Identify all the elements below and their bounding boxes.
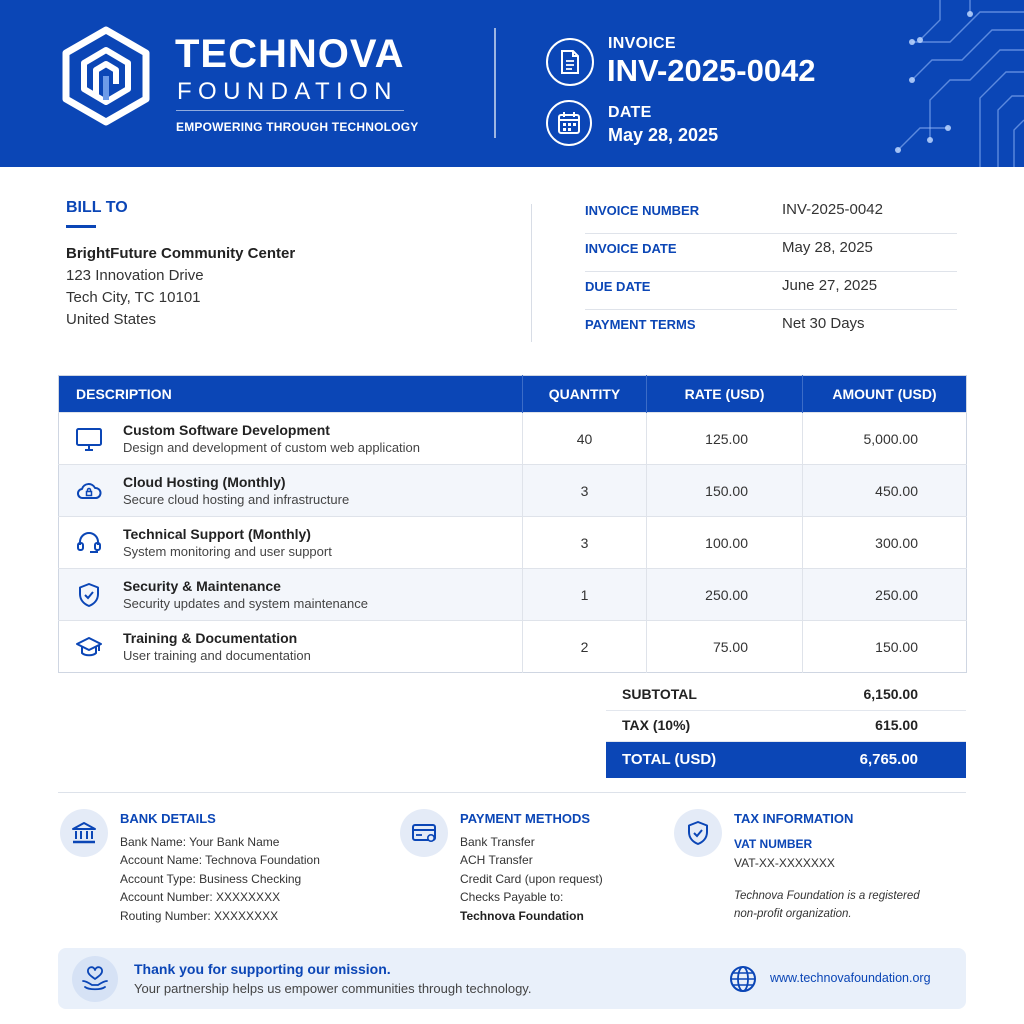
item-description: Design and development of custom web application — [123, 439, 421, 455]
subtotal-row — [606, 680, 966, 711]
bank-detail-line: Account Number: XXXXXXXX — [120, 890, 281, 904]
meta-value: May 28, 2025 — [782, 239, 873, 256]
item-title: Technical Support (Monthly) — [123, 525, 311, 542]
thank-you-subtitle: Your partnership helps us empower communities through technology. — [134, 981, 532, 996]
client-address-line: 123 Innovation Drive — [66, 267, 204, 284]
rate-cell: 100.00 — [647, 517, 803, 569]
item-title: Training & Documentation — [123, 629, 298, 646]
subtotal-label: SUBTOTAL — [622, 686, 697, 702]
item-title: Cloud Hosting (Monthly) — [123, 473, 286, 490]
thank-you-title: Thank you for supporting our mission. — [134, 961, 391, 977]
description-cell — [59, 413, 523, 465]
table-row — [59, 621, 967, 673]
item-description: Secure cloud hosting and infrastructure — [123, 491, 350, 507]
quantity-cell: 2 — [523, 621, 647, 673]
amount-cell: 5,000.00 — [803, 413, 967, 465]
payment-method-line: Bank Transfer — [460, 835, 535, 849]
item-title: Security & Maintenance — [123, 577, 281, 594]
nonprofit-note: non-profit organization. — [734, 908, 852, 920]
client-address-line: United States — [66, 311, 157, 328]
table-row — [59, 517, 967, 569]
quantity-cell: 40 — [523, 413, 647, 465]
payee-name: Technova Foundation — [460, 909, 584, 923]
meta-value: June 27, 2025 — [782, 277, 878, 294]
meta-label: INVOICE NUMBER — [585, 203, 700, 218]
invoice-number-header: INV-2025-0042 — [607, 53, 816, 88]
website-link[interactable]: www.technovafoundation.org — [770, 971, 931, 985]
line-items-table — [58, 375, 967, 673]
rate-cell: 75.00 — [647, 621, 803, 673]
section-divider — [531, 204, 532, 342]
item-description: System monitoring and user support — [123, 543, 332, 559]
meta-label: DUE DATE — [585, 279, 651, 294]
heart-hands-icon — [72, 956, 118, 1002]
meta-row-payment-terms — [585, 310, 957, 348]
graduation-cap-icon — [75, 634, 103, 660]
credit-card-icon — [400, 809, 448, 857]
item-description: User training and documentation — [123, 647, 311, 663]
meta-value: Net 30 Days — [782, 315, 865, 332]
date-value-header: May 28, 2025 — [608, 125, 719, 145]
meta-label: INVOICE DATE — [585, 241, 677, 256]
bank-detail-line: Account Type: Business Checking — [120, 872, 302, 886]
amount-cell: 450.00 — [803, 465, 967, 517]
rate-cell: 125.00 — [647, 413, 803, 465]
subtotal-value: 6,150.00 — [863, 686, 918, 702]
meta-value: INV-2025-0042 — [782, 201, 883, 218]
date-label: DATE — [608, 104, 652, 121]
shield-check-icon — [75, 582, 103, 608]
tax-value: 615.00 — [875, 717, 918, 733]
meta-label: PAYMENT TERMS — [585, 317, 696, 332]
payment-method-line: ACH Transfer — [460, 853, 533, 867]
bank-detail-line: Routing Number: XXXXXXXX — [120, 909, 279, 923]
amount-cell: 300.00 — [803, 517, 967, 569]
item-description: Security updates and system maintenance — [123, 595, 368, 611]
meta-row-due-date — [585, 272, 957, 310]
description-cell — [59, 569, 523, 621]
quantity-cell: 3 — [523, 517, 647, 569]
meta-row-invoice-number — [585, 196, 957, 234]
tax-info-title: TAX INFORMATION — [734, 811, 854, 826]
bank-icon — [60, 809, 108, 857]
nonprofit-note: Technova Foundation is a registered — [734, 890, 920, 902]
description-cell — [59, 621, 523, 673]
amount-cell: 250.00 — [803, 569, 967, 621]
table-header-row — [59, 376, 967, 413]
monitor-icon — [75, 426, 103, 452]
thank-you-banner — [58, 948, 966, 1009]
brand-subtitle: FOUNDATION — [177, 78, 398, 105]
table-row — [59, 569, 967, 621]
meta-row-invoice-date — [585, 234, 957, 272]
client-name: BrightFuture Community Center — [66, 245, 296, 262]
bank-details-title: BANK DETAILS — [120, 811, 216, 826]
footer-divider — [58, 792, 966, 793]
description-cell — [59, 465, 523, 517]
total-row — [606, 742, 966, 778]
bank-detail-line: Account Name: Technova Foundation — [120, 853, 320, 867]
payment-methods-title: PAYMENT METHODS — [460, 811, 591, 826]
col-header-quantity: QUANTITY — [523, 376, 647, 413]
invoice-label: INVOICE — [608, 35, 676, 52]
headset-icon — [75, 530, 103, 556]
vat-number-value: VAT-XX-XXXXXXX — [734, 856, 835, 870]
payment-method-line: Credit Card (upon request) — [460, 872, 603, 886]
bill-to-underline — [66, 225, 96, 228]
item-title: Custom Software Development — [123, 421, 330, 438]
vat-number-label: VAT NUMBER — [734, 837, 813, 851]
rate-cell: 250.00 — [647, 569, 803, 621]
payment-method-line: Checks Payable to: — [460, 890, 564, 904]
brand-divider — [176, 110, 404, 111]
col-header-description: DESCRIPTION — [59, 376, 523, 413]
description-cell — [59, 517, 523, 569]
globe-icon — [728, 964, 758, 994]
brand-name: TECHNOVA — [175, 32, 405, 76]
tax-label: TAX (10%) — [622, 717, 691, 733]
circuit-decoration — [820, 0, 1024, 167]
col-header-rate: RATE (USD) — [647, 376, 803, 413]
amount-cell: 150.00 — [803, 621, 967, 673]
calendar-icon — [546, 100, 592, 146]
invoice-header — [0, 0, 1024, 167]
bank-detail-line: Bank Name: Your Bank Name — [120, 835, 280, 849]
bill-to-label: BILL TO — [66, 199, 128, 216]
total-label: TOTAL (USD) — [622, 751, 717, 768]
shield-check-icon — [674, 809, 722, 857]
header-divider — [494, 28, 496, 138]
rate-cell: 150.00 — [647, 465, 803, 517]
brand-tagline: EMPOWERING THROUGH TECHNOLOGY — [176, 120, 419, 134]
table-row — [59, 465, 967, 517]
hexagon-logo-icon — [60, 26, 152, 126]
document-icon — [546, 38, 594, 86]
cloud-icon — [75, 478, 103, 504]
quantity-cell: 3 — [523, 465, 647, 517]
quantity-cell: 1 — [523, 569, 647, 621]
client-address-line: Tech City, TC 10101 — [66, 289, 201, 306]
col-header-amount: AMOUNT (USD) — [803, 376, 967, 413]
tax-row — [606, 711, 966, 742]
table-row — [59, 413, 967, 465]
total-value: 6,765.00 — [859, 751, 918, 768]
